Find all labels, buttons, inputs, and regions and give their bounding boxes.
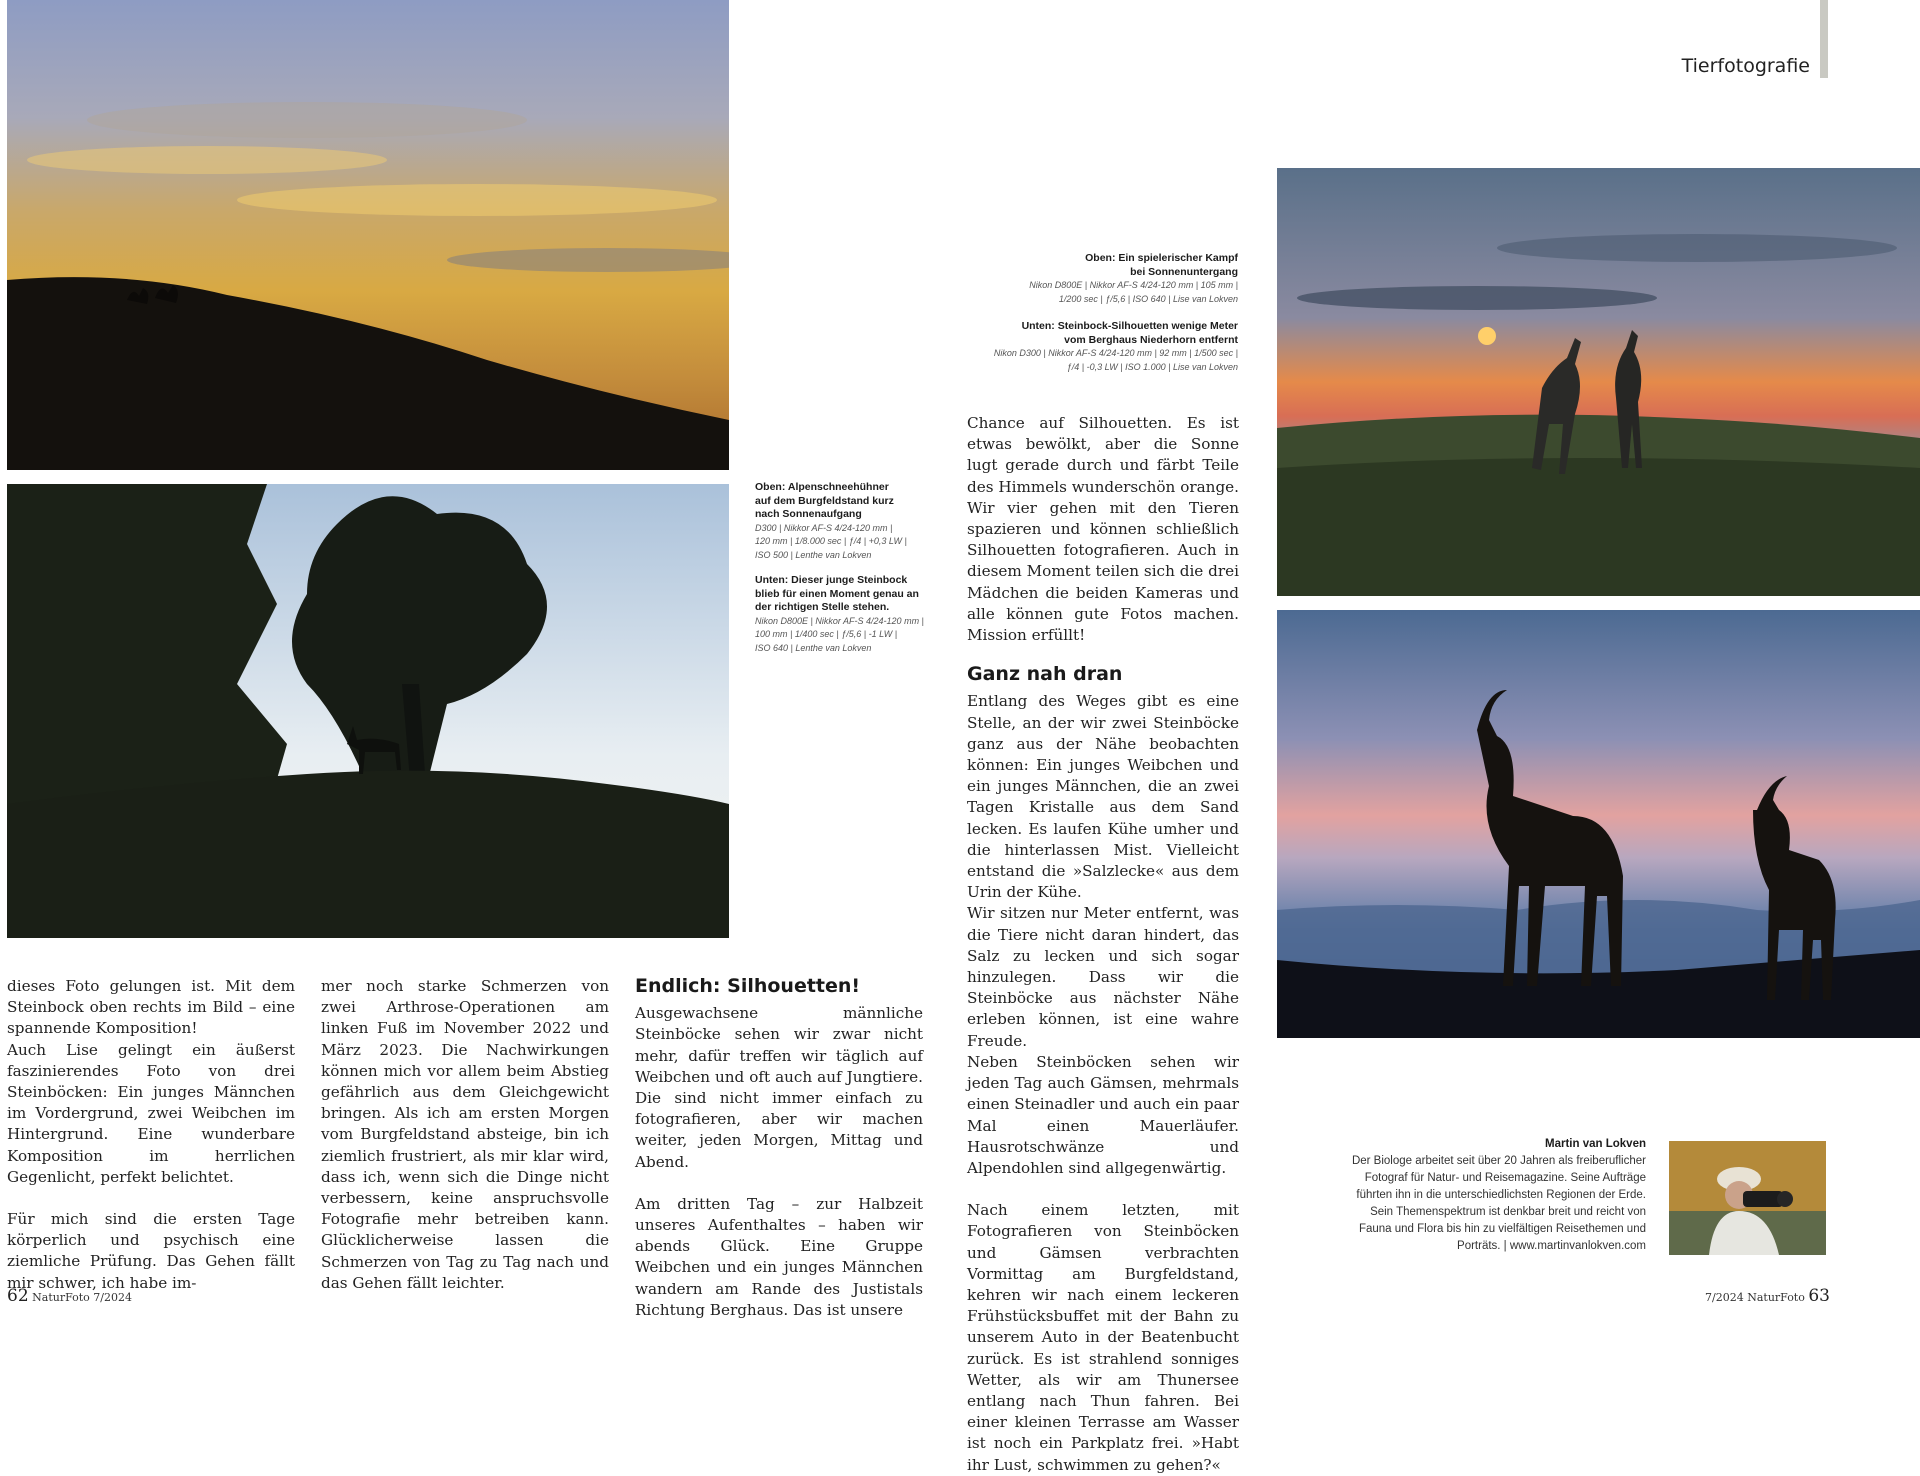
caption-meta: Nikon D300 | Nikkor AF-S 4/24-120 mm | 92 mm | 1/500 sec | — [993, 348, 1238, 358]
folio-left — [7, 1286, 132, 1306]
caption-meta: Nikon D800E | Nikkor AF-S 4/24-120 mm | 105 mm | — [1029, 280, 1238, 290]
caption-right-photos — [870, 252, 1238, 386]
caption-meta: Nikon D800E | Nikkor AF-S 4/24-120 mm | — [755, 615, 924, 626]
caption-title: vom Berghaus Niederhorn entfernt — [1064, 333, 1238, 346]
caption-left-photos — [755, 481, 955, 667]
caption-meta: 1/200 sec | ƒ/5,6 | ISO 640 | Lise van Lokven — [1058, 293, 1238, 304]
sunset-ptarmigan-photo — [7, 0, 729, 470]
caption-meta: 100 mm | 1/400 sec | ƒ/5,6 | -1 LW | — [755, 629, 898, 639]
caption-title: auf dem Burgfeldstand kurz — [755, 494, 894, 507]
page-number: 63 — [1808, 1286, 1830, 1306]
text-column-4 — [967, 413, 1239, 1476]
section-marker-bar — [1820, 0, 1828, 78]
caption-title: Oben: Ein spielerischer Kampf — [1085, 252, 1238, 264]
page-number: 62 — [7, 1286, 29, 1306]
caption-title: Oben: Alpenschneehühner — [755, 481, 889, 493]
caption-meta: ISO 640 | Lenthe van Lokven — [755, 642, 872, 653]
author-bio-line: Fotograf für Natur- und Reisemagazine. Seine Aufträge — [1364, 1172, 1646, 1184]
paragraph: Nach einem letzten, mit Fotografieren von Steinböcken und Gämsen verbrachten Vormittag am Burgfeldstand, kehren wir nach einem leckeren Frühstücksbuffet mit der Bahn zu unserem Auto in der Beatenbucht zurück. Es ist strahlend sonniges Wetter, als wir am Thunersee entlang nach Thun fahren. Bei einer kleinen Terrasse am Wasser ist noch ein Parkplatz frei. »Habt ihr Lust, schwimmen zu gehen?« — [967, 1201, 1239, 1474]
ibex-fight-photo — [1277, 168, 1920, 596]
caption-bottom — [870, 320, 1238, 374]
caption-meta: 120 mm | 1/8.000 sec | ƒ/4 | +0,3 LW | — [755, 536, 907, 546]
caption-title: blieb für einen Moment genau an — [755, 587, 919, 600]
caption-top — [755, 481, 955, 562]
paragraph: Auch Lise gelingt ein äußerst faszinierendes Foto von drei Steinböcken: Ein junges Männchen im Vordergrund, zwei Weibchen im Hintergrund. Eine wunderbare Komposition im herrlichen Gegenlicht, perfekt belichtet. — [7, 1040, 295, 1186]
caption-title: bei Sonnenuntergang — [1130, 265, 1238, 278]
text-column-2 — [321, 976, 609, 1294]
caption-title: Unten: Dieser junge Steinbock — [755, 574, 908, 586]
caption-title: Unten: Steinbock-Silhouetten wenige Meter — [1021, 320, 1238, 332]
author-bio-line: führten ihn in die unterschiedlichsten Regionen der Erde. — [1356, 1189, 1646, 1201]
caption-meta: ƒ/4 | -0,3 LW | ISO 1.000 | Lise van Lokven — [1066, 361, 1238, 372]
paragraph: dieses Foto gelungen ist. Mit dem Steinbock oben rechts im Bild – eine spannende Komposition! — [7, 977, 295, 1038]
section-heading: Endlich: Silhouetten! — [635, 975, 861, 997]
paragraph: Für mich sind die ersten Tage körperlich und psychisch eine ziemliche Prüfung. Das Gehen fällt mir schwer, ich habe im- — [7, 1210, 295, 1292]
caption-top — [870, 252, 1238, 306]
caption-meta: D300 | Nikkor AF-S 4/24-120 mm | — [755, 522, 893, 533]
section-heading: Ganz nah dran — [967, 663, 1123, 686]
author-bio — [1290, 1136, 1646, 1255]
photographer-portrait-photo — [1669, 1141, 1826, 1255]
author-bio-line: Porträts. | www.martinvanlokven.com — [1457, 1240, 1646, 1252]
text-column-3 — [635, 976, 923, 1321]
caption-bottom — [755, 574, 955, 655]
author-name: Martin van Lokven — [1545, 1138, 1646, 1150]
paragraph: mer noch starke Schmerzen von zwei Arthrose-Operationen am linken Fuß im November 2022 und März 2023. Die Nachwirkungen können mich vor allem beim Abstieg gefährlich aus dem Gleichgewicht bringen. Als ich am ersten Morgen vom Burgfeldstand absteige, bin ich ziemlich frustriert, als mir klar wird, dass ich, wenn sich die Dinge nicht verbessern, keine anspruchsvolle Fotografie mehr betreiben kann. Glücklicherweise lassen die Schmerzen von Tag zu Tag nach und das Gehen fällt leichter. — [321, 977, 609, 1292]
caption-meta: ISO 500 | Lenthe van Lokven — [755, 549, 872, 560]
author-bio-line: Der Biologe arbeitet seit über 20 Jahren als freiberuflicher — [1351, 1155, 1646, 1167]
paragraph: Neben Steinböcken sehen wir jeden Tag auch Gämsen, mehrmals einen Steinadler und auch ein paar Mal einen Mauerläufer. Hausrotschwänze und Alpendohlen sind allgegenwärtig. — [967, 1052, 1239, 1177]
paragraph: Entlang des Weges gibt es eine Stelle, an der wir zwei Steinböcke ganz aus der Nähe beobachten können: Ein junges Weibchen und ein junges Männchen, die an zwei Tagen Kristalle aus dem Sand lecken. Es laufen Kühe umher und die hinterlassen Mist. Vielleicht entstand die »Salzlecke« aus dem Urin der Kühe. — [967, 692, 1239, 902]
folio-right — [1650, 1286, 1830, 1306]
section-title: Tierfotografie — [1681, 55, 1810, 77]
paragraph: Chance auf Silhouetten. Es ist etwas bewölkt, aber die Sonne lugt gerade durch und färbt Teile des Himmels wunderschön orange. Wir vier gehen mit den Tieren spazieren und können schließlich Silhouetten fotografieren. Auch in diesem Moment teilen sich die drei Mädchen die beiden Kameras und alle können gute Fotos machen. Mission erfüllt! — [967, 414, 1239, 645]
author-bio-line: Sein Themenspektrum ist denkbar breit und reicht von — [1370, 1206, 1646, 1218]
author-bio-line: Fauna und Flora bis hin zu vielfältigen Reisethemen und — [1358, 1223, 1646, 1235]
ibex-pair-photo — [1277, 610, 1920, 1038]
caption-title: der richtigen Stelle stehen. — [755, 601, 890, 613]
text-column-1 — [7, 976, 295, 1294]
caption-title: nach Sonnenaufgang — [755, 508, 862, 520]
paragraph: Wir sitzen nur Meter entfernt, was die Tiere nicht daran hindert, das Salz zu lecken und sich sogar hinzulegen. Dass wir die Steinböcke aus nächster Nähe erleben können, ist eine wahre Freude. — [967, 904, 1239, 1050]
ibex-trees-photo — [7, 484, 729, 938]
magazine-issue: NaturFoto 7/2024 — [32, 1291, 132, 1304]
paragraph: Ausgewachsene männliche Steinböcke sehen wir zwar nicht mehr, dafür treffen wir täglich auf Weibchen und oft auch auf Jungtiere. Die sind nicht immer einfach zu fotografieren, aber wir machen weiter, jeden Morgen, Mittag und Abend. — [635, 1004, 923, 1171]
magazine-issue: 7/2024 NaturFoto — [1705, 1291, 1805, 1304]
paragraph: Am dritten Tag – zur Halbzeit unseres Aufenthaltes – haben wir abends Glück. Eine Gruppe Weibchen und ein junges Männchen wandern am Rande des Justistals Richtung Berghaus. Das ist unsere — [635, 1194, 923, 1319]
